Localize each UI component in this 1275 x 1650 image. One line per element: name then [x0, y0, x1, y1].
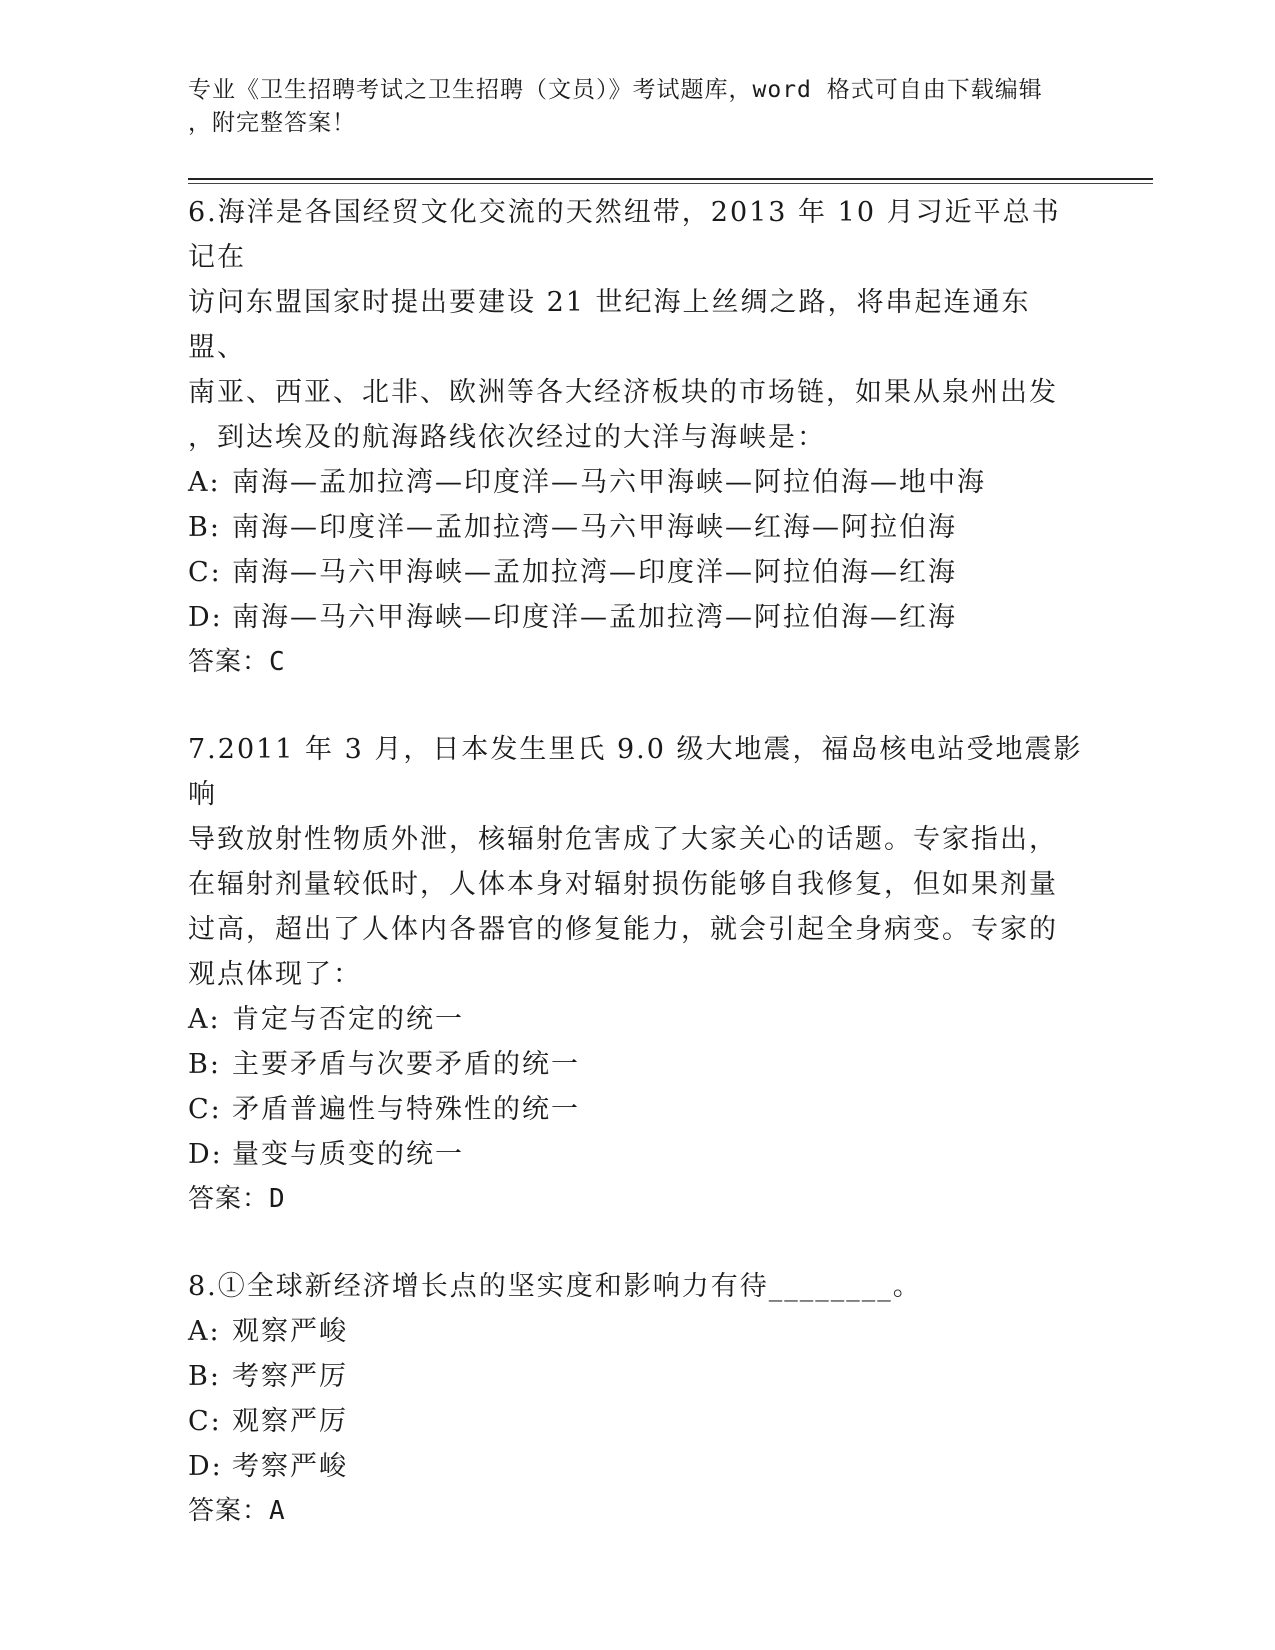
option-d: [188, 1132, 1088, 1177]
option-key: D:: [188, 602, 223, 633]
option-d: [188, 595, 1088, 640]
document-header: [188, 74, 1068, 140]
question-stem-line: ，到达埃及的航海路线依次经过的大洋与海峡是：: [188, 422, 826, 453]
answer-value: A: [269, 1496, 286, 1526]
option-key: A:: [188, 467, 221, 498]
answer-label: 答案：: [188, 1184, 270, 1214]
question-list: [188, 190, 1088, 1576]
option-text: 肯定与否定的统一: [232, 1004, 464, 1035]
option-text: 矛盾普遍性与特殊性的统一: [232, 1094, 580, 1125]
option-b: [188, 1042, 1088, 1087]
answer: [188, 1177, 1088, 1222]
answer-value: C: [269, 647, 286, 677]
header-line-2: ，附完整答案！: [188, 110, 356, 136]
option-text: 南海—马六甲海峡—印度洋—孟加拉湾—阿拉伯海—红海: [232, 602, 957, 633]
answer-label: 答案：: [188, 647, 270, 677]
answer: [188, 1489, 1088, 1534]
option-key: C:: [188, 1406, 222, 1437]
option-key: B:: [188, 1049, 221, 1080]
option-text: 南海—印度洋—孟加拉湾—马六甲海峡—红海—阿拉伯海: [232, 512, 957, 543]
option-key: B:: [188, 1361, 221, 1392]
answer-label: 答案：: [188, 1496, 270, 1526]
question-stem-line: 南亚、西亚、北非、欧洲等各大经济板块的市场链，如果从泉州出发: [188, 377, 1058, 408]
question-stem-line: 在辐射剂量较低时，人体本身对辐射损伤能够自我修复，但如果剂量: [188, 869, 1058, 900]
question-7: [188, 727, 1088, 1222]
option-text: 考察严峻: [232, 1451, 348, 1482]
question-8: [188, 1264, 1088, 1534]
option-key: C:: [188, 1094, 222, 1125]
option-key: A:: [188, 1004, 221, 1035]
option-text: 观察严厉: [232, 1406, 348, 1437]
option-text: 观察严峻: [232, 1316, 348, 1347]
option-text: 考察严厉: [232, 1361, 348, 1392]
question-stem-line: 访问东盟国家时提出要建设 21 世纪海上丝绸之路，将串起连通东盟、: [188, 287, 1031, 363]
option-key: C:: [188, 557, 222, 588]
option-a: [188, 1309, 1088, 1354]
option-b: [188, 1354, 1088, 1399]
question-stem-line: 观点体现了：: [188, 959, 362, 990]
header-rule-thin: [188, 183, 1153, 184]
question-stem-line: 过高，超出了人体内各器官的修复能力，就会引起全身病变。专家的: [188, 914, 1058, 945]
option-a: [188, 997, 1088, 1042]
option-key: A:: [188, 1316, 221, 1347]
option-d: [188, 1444, 1088, 1489]
option-key: D:: [188, 1139, 223, 1170]
header-line-1: 专业《卫生招聘考试之卫生招聘（文员）》考试题库，word 格式可自由下载编辑: [188, 77, 1043, 103]
option-key: B:: [188, 512, 221, 543]
option-a: [188, 460, 1088, 505]
header-rule-thick: [188, 178, 1153, 180]
option-key: D:: [188, 1451, 223, 1482]
option-text: 量变与质变的统一: [232, 1139, 464, 1170]
option-c: [188, 1087, 1088, 1132]
question-6: [188, 190, 1088, 685]
option-b: [188, 505, 1088, 550]
option-text: 南海—马六甲海峡—孟加拉湾—印度洋—阿拉伯海—红海: [232, 557, 957, 588]
option-text: 主要矛盾与次要矛盾的统一: [232, 1049, 580, 1080]
option-c: [188, 1399, 1088, 1444]
question-stem-line: 7.2011 年 3 月，日本发生里氏 9.0 级大地震，福岛核电站受地震影响: [188, 734, 1083, 810]
question-stem-line: 6.海洋是各国经贸文化交流的天然纽带，2013 年 10 月习近平总书记在: [188, 197, 1061, 273]
option-text: 南海—孟加拉湾—印度洋—马六甲海峡—阿拉伯海—地中海: [232, 467, 986, 498]
question-stem-line: 导致放射性物质外泄，核辐射危害成了大家关心的话题。专家指出，: [188, 824, 1058, 855]
answer: [188, 640, 1088, 685]
answer-value: D: [269, 1184, 286, 1214]
question-stem-line: 8.①全球新经济增长点的坚实度和影响力有待________。: [188, 1271, 922, 1302]
option-c: [188, 550, 1088, 595]
